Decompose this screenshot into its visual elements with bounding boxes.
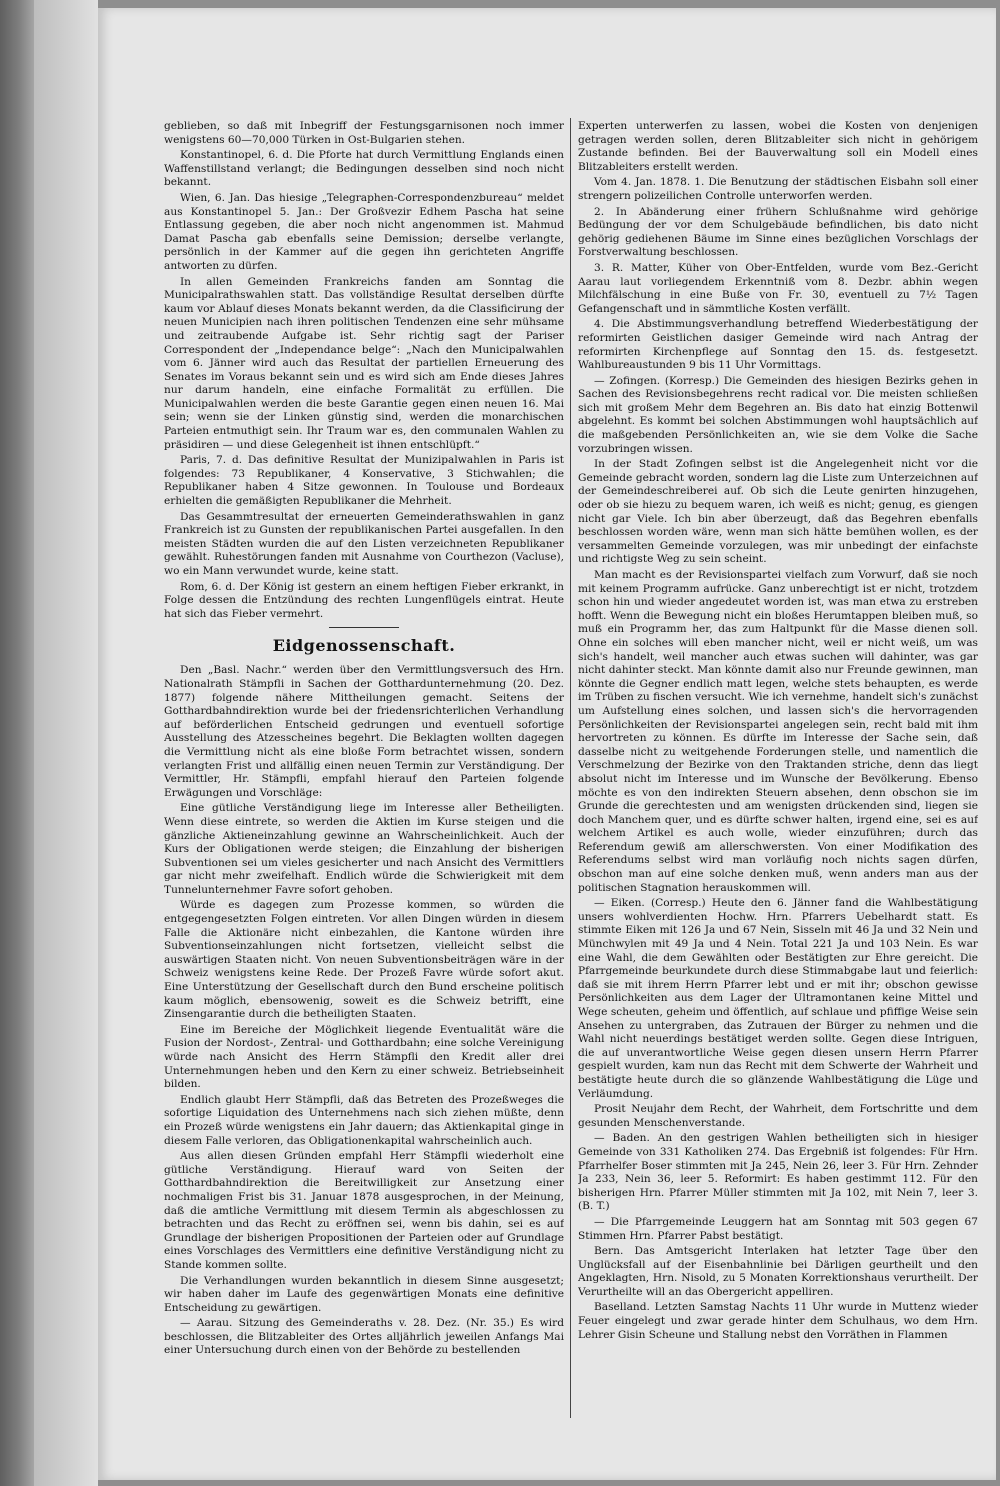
article-paragraph: Bern. Das Amtsgericht Interlaken hat letzter Tage über den Unglücksfall auf der Eisenbahnlinie bei Därligen geurtheilt und den Angeklagten, Hrn. Nisold, zu 5 Monaten Korrektionshaus verurtheilt. Der Verurtheilte will an das Obergericht appelliren. [578,1245,978,1298]
article-paragraph: 4. Die Abstimmungsverhandlung betreffend Wiederbestätigung der reformirten Geistlichen dasiger Gemeinde wird nach Antrag der reformirten Kirchenpflege auf Sonntag den 15. ds. festgesetzt. Wahlbureaustunden 9 bis 11 Uhr Vormittags. [578,318,978,372]
article-paragraph: — Zofingen. (Korresp.) Die Gemeinden des hiesigen Bezirks gehen in Sachen des Revisionsbegehrens recht radical vor. Die meisten schließen sich mit großem Mehr dem Begehren an. Bis dato hat einzig Bottenwil abgelehnt. Es kommt bei solchen Abstimmungen wohl hauptsächlich auf die maßgebenden Persönlichkeiten an, wie sie dem Volke die Sache vorzubringen wissen. [578,374,978,455]
article-paragraph: Konstantinopel, 6. d. Die Pforte hat durch Vermittlung Englands einen Waffenstillstand verlangt; die Bedingungen desselben sind noch nicht bekannt. [164,149,564,189]
article-paragraph: Die Verhandlungen wurden bekanntlich in diesem Sinne ausgesetzt; wir haben daher im Laufe des gegenwärtigen Monats eine definitive Entscheidung zu gewärtigen. [164,1274,564,1314]
article-paragraph: Eine im Bereiche der Möglichkeit liegende Eventualität wäre die Fusion der Nordost-, Zentral- und Gotthardbahn; eine solche Vereinigung würde nach Ansicht des Herrn Stämpfli den Kredit aller drei Unternehmungen heben und den Kern zu einer schweiz. Betriebseinheit bilden. [164,1023,564,1091]
article-paragraph: Man macht es der Revisionspartei vielfach zum Vorwurf, daß sie noch mit keinem Programm aufrücke. Ganz unberechtigt ist er nicht, trotzdem schon hin und wieder angedeutet worden ist, was man etwa zu erstreben hofft. Wenn die Bewegung nicht ein bloßes Herumtappen bleiben muß, so muß ein Programm her, das zum Haltpunkt für die Masse dienen soll. Ohne ein solches will eben mancher nicht, weil er nicht weiß, um was sich's handelt, weil mancher auch etwas suchen will dahinter, was gar nicht dahinter steckt. Man könnte damit also nur Freunde gewinnen, man könnte die Gegner endlich matt legen, welche stets behaupten, es werde im Trüben zu fischen versucht. Wie ich vernehme, handelt sich's zunächst um Aufstellung eines solchen, und lassen sich's die hervorragenden Persönlichkeiten der Revisionspartei angelegen sein, recht bald mit ihm hervortreten zu können. Es dürfte im Interesse der Sache sein, daß dasselbe nicht zu weitgehende Forderungen stelle, und namentlich die Verschmelzung der Bezirke von den Traktanden striche, denn das liegt absolut nicht im Interesse und im Wunsche der Bevölkerung. Ebenso möchte es von den indirekten Steuern absehen, denn obschon sie im Grunde die gerechtesten und am wenigsten drückenden sind, liegen sie doch Manchem quer, und es dürfte schwer halten, irgend eine, sei es auf welchem Artikel es auch wolle, wieder einzuführen; durch das Referendum gewiß am allerschwersten. Von einer Modifikation des Referendums selbst wird man vorläufig noch nichts sagen dürfen, obschon man auf eine solche denken muß, wenn anders man aus der politischen Stagnation herauskommen will. [578,569,978,894]
article-paragraph: 2. In Abänderung einer frühern Schlußnahme wird gehörige Bedüngung der vor dem Schulgebäude befindlichen, bis dato nicht gehörig gediehenen Bäume im Sinne eines bezüglichen Vorschlags der Forstverwaltung beschlossen. [578,205,978,259]
article-paragraph: — Baden. An den gestrigen Wahlen betheiligten sich in hiesiger Gemeinde von 331 Katholiken 274. Das Ergebniß ist folgendes: Für Hrn. Pfarrhelfer Boser stimmten mit Ja 245, Nein 26, leer 3. Für Hrn. Zehnder Ja 233, Nein 36, leer 5. Reformirt: Es haben gestimmt 112. Für den bisherigen Hrn. Pfarrer Müller stimmten mit Ja 102, mit Nein 7, leer 3. (B. T.) [578,1132,978,1213]
section-divider [329,627,399,628]
scan-left-edge [0,0,34,1486]
article-paragraph: Experten unterwerfen zu lassen, wobei die Kosten von denjenigen getragen werden sollen, deren Blitzableiter sich nicht in gehörigem Zustande befinden. Bei der Bauverwaltung soll ein Modell eines Blitzableiters erstellt werden. [578,120,978,173]
section-heading: Eidgenossenschaft. [272,636,456,656]
left-column [164,120,564,1420]
column-divider [570,118,571,1418]
article-paragraph: In der Stadt Zofingen selbst ist die Angelegenheit nicht vor die Gemeinde gebracht worden, sondern lag die Liste zum Unterzeichnen auf der Gemeindeschreiberei auf. Ob sich die Leute genirten hinzugehen, oder ob sie hiezu zu bequem waren, ich weiß es nicht; genug, es giengen nicht gar Viele. Ich bin aber überzeugt, daß das Begehren ebenfalls beschlossen worden wäre, wenn man sich hätte bemühen wollen, es der versammelten Gemeinde vorzulegen, was mir unbedingt der einfachste und richtigste Weg zu sein scheint. [578,458,978,566]
article-paragraph: Das Gesammtresultat der erneuerten Gemeinderathswahlen in ganz Frankreich ist zu Gunsten der republikanischen Partei ausgefallen. In den meisten Städten wurden die auf den Listen verzeichneten Republikaner gewählt. Ruhestörungen fanden mit Ausnahme von Courthezon (Vacluse), wo ein Mann verwundet wurde, keine statt. [164,510,564,577]
article-paragraph: 3. R. Matter, Küher von Ober-Entfelden, wurde vom Bez.-Gericht Aarau laut vorliegendem Erkenntniß vom 8. Dezbr. abhin wegen Milchfälschung in eine Buße von Fr. 30, eventuell zu 7½ Tagen Gefangenschaft und in sämmtliche Kosten verfällt. [578,261,978,315]
article-paragraph: — Aarau. Sitzung des Gemeinderaths v. 28. Dez. (Nr. 35.) Es wird beschlossen, die Blitzableiter des Ortes alljährlich jeweilen Anfangs Mai einer Untersuchung durch einen von der Behörde zu bestellenden [164,1317,564,1357]
article-paragraph: geblieben, so daß mit Inbegriff der Festungsgarnisonen noch immer wenigstens 60—70,000 Türken in Ost-Bulgarien stehen. [164,120,564,146]
article-paragraph: Den „Basl. Nachr.“ werden über den Vermittlungsversuch des Hrn. Nationalrath Stämpfli in Sachen der Gotthardunternehmung (20. Dez. 1877) folgende nähere Mittheilungen gemacht. Seitens der Gotthardbahndirektion wurde bei der friedensrichterlichen Verhandlung auf beförderlichen Entscheid gedrungen und eventuell sofortige Ausstellung des Atzesscheines begehrt. Die Beklagten wollten dagegen die Vermittlung nicht als eine bloße Form betrachtet wissen, sondern verlangten Frist und allfällig einen neuen Termin zur Verständigung. Der Vermittler, Hr. Stämpfli, empfahl hierauf den Parteien folgende Erwägungen und Vorschläge: [164,664,564,799]
article-paragraph: Paris, 7. d. Das definitive Resultat der Munizipalwahlen in Paris ist folgendes: 73 Republikaner, 4 Konservative, 3 Stichwahlen; die Republikaner haben 4 Sitze gewonnen. In Toulouse und Bordeaux erhielten die gemäßigten Republikaner die Mehrheit. [164,454,564,508]
article-paragraph: Aus allen diesen Gründen empfahl Herr Stämpfli wiederholt eine gütliche Verständigung. Hierauf ward von Seiten der Gotthardbahndirektion die Bereitwilligkeit zur Ansetzung einer nochmaligen Frist bis 31. Januar 1878 ausgesprochen, in der Meinung, daß die amtliche Vermittlung mit diesem Termin als abgeschlossen zu betrachten und das Recht zu eröffnen sei, wenn bis dahin, sei es auf Grundlage der bisherigen Propositionen der Parteien oder auf Grundlage eines Vorschlages des Vermittlers eine definitive Verständigung nicht zu Stande kommen sollte. [164,1150,564,1271]
article-paragraph: Vom 4. Jan. 1878. 1. Die Benutzung der städtischen Eisbahn soll einer strengern polizeilichen Controlle unterworfen werden. [578,176,978,202]
article-paragraph: Baselland. Letzten Samstag Nachts 11 Uhr wurde in Muttenz wieder Feuer eingelegt und zwar gerade hinter dem Schulhaus, wo dem Hrn. Lehrer Gisin Scheune und Stallung nebst den Vorräthen in Flammen [578,1301,978,1341]
article-paragraph: Eine gütliche Verständigung liege im Interesse aller Betheiligten. Wenn diese eintrete, so werden die Aktien im Kurse steigen und die gänzliche Aktieneinzahlung gewinne an Wahrscheinlichkeit. Auch der Kurs der Obligationen werde steigen; die Einzahlung der bisherigen Subventionen sei um vieles gesicherter und nach Ansicht des Vermittlers gar nicht mehr zweifelhaft. Endlich würde die Schwierigkeit mit dem Tunnelunternehmer Favre sofort gehoben. [164,802,564,896]
article-paragraph: — Eiken. (Corresp.) Heute den 6. Jänner fand die Wahlbestätigung unsers wohlverdienten Hochw. Hrn. Pfarrers Uebelhardt statt. Es stimmte Eiken mit 126 Ja und 67 Nein, Sisseln mit 46 Ja und 32 Nein und Münchwylen mit 49 Ja und 4 Nein. Total 221 Ja und 103 Nein. Es war eine Wahl, die dem Gewählten oder Bestätigten zur Ehre gereicht. Die Pfarrgemeinde beurkundete durch diese Stimmabgabe laut und feierlich: daß sie mit ihrem Herrn Pfarrer lebt und er mit ihr; obschon gewisse Persönlichkeiten aus dem Lager der Ultramontanen keine Mittel und Wege scheuten, geheim und öffentlich, auf schlaue und pfiffige Weise sein Ansehen zu untergraben, das Zutrauen der Bürger zu nehmen und die Wahl nicht neuerdings bestätiget werden sollte. Gegen diese Intriguen, die auf unverantwortliche Weise gegen diesen unsern Herrn Pfarrer gespielt wurden, kam nun das Recht mit dem Schwerte der Wahrheit und bestätigte heute durch die so glänzende Wahlbestätigung die Lüge und Verläumdung. [578,897,978,1100]
article-paragraph: In allen Gemeinden Frankreichs fanden am Sonntag die Municipalrathswahlen statt. Das vollständige Resultat derselben dürfte kaum vor Ablauf dieses Monats bekannt werden, da die Classificirung der neuen Municipien nach ihren politischen Tendenzen eine sehr mühsame und zeitraubende Aufgabe ist. Sehr richtig sagt der Pariser Correspondent der „Independance belge“: „Nach den Municipalwahlen vom 6. Jänner wird auch das Resultat der partiellen Erneuerung des Senates im Voraus bekannt sein und es wird sich am Ende dieses Jahres nur darum handeln, eine einfache Formalität zu erfüllen. Die Municipalwahlen werden die beste Garantie gegen einen neuen 16. Mai sein; wenn sie der Linken günstig sind, werden die monarchischen Parteien entmuthigt sein. Ihr Traum war es, den communalen Wahlen zu präsidiren — und diese Gelegenheit ist ihnen entschlüpft.“ [164,275,564,451]
scan-page-fold [34,0,98,1486]
article-paragraph: Rom, 6. d. Der König ist gestern an einem heftigen Fieber erkrankt, in Folge dessen die Entzündung des rechten Lungenflügels eintrat. Heute hat sich das Fieber vermehrt. [164,580,564,620]
article-paragraph: Prosit Neujahr dem Recht, der Wahrheit, dem Fortschritte und dem gesunden Menschenverstande. [578,1103,978,1129]
article-paragraph: Wien, 6. Jan. Das hiesige „Telegraphen-Correspondenzbureau“ meldet aus Konstantinopel 5. Jan.: Der Großvezir Edhem Pascha hat seine Entlassung gegeben, die aber noch nicht angenommen ist. Mahmud Damat Pascha gab ebenfalls seine Demission; derselbe verlangte, persönlich in der Kammer auf die gegen ihn gerichteten Angriffe antworten zu dürfen. [164,191,564,272]
article-paragraph: — Die Pfarrgemeinde Leuggern hat am Sonntag mit 503 gegen 67 Stimmen Hrn. Pfarrer Pabst bestätigt. [578,1215,978,1242]
right-column [578,120,978,1420]
article-paragraph: Würde es dagegen zum Prozesse kommen, so würden die entgegengesetzten Folgen eintreten. Vor allen Dingen würden in diesem Falle die Aktionäre nicht einbezahlen, die Kantone würden ihre Subventionseinzahlungen nicht fortsetzen, vielleicht selbst die auswärtigen Staaten nicht. Von neuen Subventionsbeiträgen wäre in der Schweiz wenigstens keine Rede. Der Prozeß Favre würde sofort akut. Eine Unterstützung der Gesellschaft durch den Bund erscheine politisch kaum möglich, ebensowenig, soweit es die Schweiz betrifft, eine Zinsengarantie durch die betheiligten Staaten. [164,899,564,1021]
newspaper-page [98,8,996,1480]
article-paragraph: Endlich glaubt Herr Stämpfli, daß das Betreten des Prozeßweges die sofortige Liquidation des Unternehmens nach sich ziehen müßte, denn ein Prozeß würde wenigstens ein Jahr dauern; das Aktienkapital ginge in diesem Falle verloren, das Obligationenkapital wahrscheinlich auch. [164,1093,564,1147]
